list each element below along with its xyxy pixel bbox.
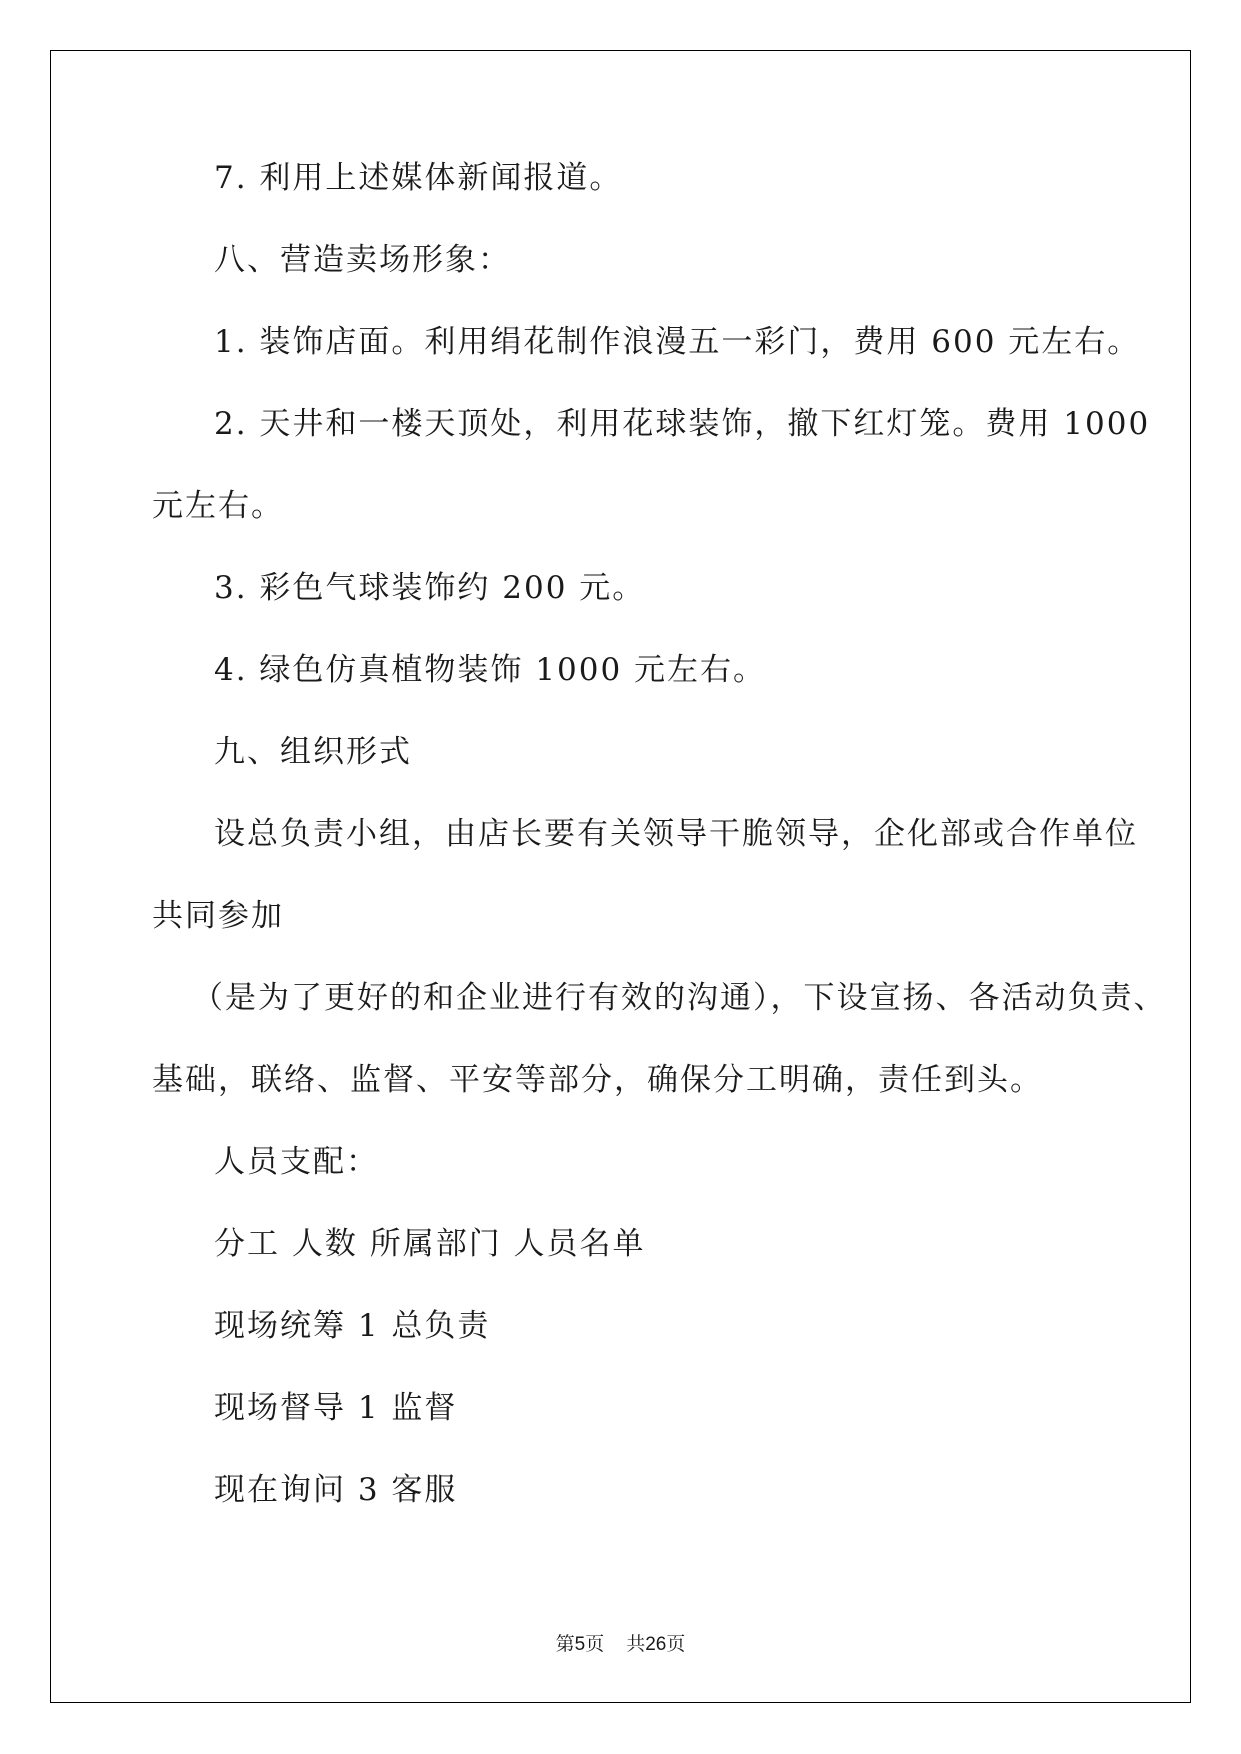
footer-total-suffix: 页 bbox=[666, 1633, 686, 1655]
paragraph-line: 元左右。 bbox=[152, 488, 284, 524]
page-border bbox=[50, 50, 1191, 1703]
footer-page-prefix: 第 bbox=[555, 1633, 575, 1655]
paragraph-line: 基础，联络、监督、平安等部分，确保分工明确，责任到头。 bbox=[152, 1062, 1043, 1098]
paragraph-line: 4. 绿色仿真植物装饰 1000 元左右。 bbox=[214, 652, 767, 688]
page-footer bbox=[0, 1632, 1241, 1657]
table-row-line: 现场统筹 1 总负责 bbox=[214, 1308, 491, 1344]
table-row-line: 现在询问 3 客服 bbox=[214, 1472, 458, 1508]
paragraph-line: 共同参加 bbox=[152, 898, 284, 934]
section-heading: 九、组织形式 bbox=[214, 734, 412, 770]
footer-page-number: 5 bbox=[574, 1634, 586, 1655]
paragraph-line: 7. 利用上述媒体新闻报道。 bbox=[214, 160, 623, 196]
footer-total-prefix: 共 bbox=[626, 1633, 646, 1655]
paragraph-line: 1. 装饰店面。利用绢花制作浪漫五一彩门，费用 600 元左右。 bbox=[214, 324, 1141, 360]
paragraph-line: 3. 彩色气球装饰约 200 元。 bbox=[214, 570, 646, 606]
section-heading: 八、营造卖场形象： bbox=[214, 242, 511, 278]
table-row-line: 现场督导 1 监督 bbox=[214, 1390, 458, 1426]
table-header-line: 分工 人数 所属部门 人员名单 bbox=[214, 1226, 646, 1262]
paragraph-line: 人员支配： bbox=[214, 1144, 379, 1180]
paragraph-line: 设总负责小组，由店长要有关领导干脆领导，企化部或合作单位 bbox=[214, 816, 1138, 852]
paragraph-line: 2. 天井和一楼天顶处，利用花球装饰，撤下红灯笼。费用 1000 bbox=[214, 406, 1151, 442]
footer-page-suffix: 页 bbox=[585, 1633, 605, 1655]
paragraph-line: （是为了更好的和企业进行有效的沟通），下设宣扬、各活动负责、 bbox=[192, 980, 1167, 1016]
footer-total-pages: 26 bbox=[645, 1634, 667, 1655]
